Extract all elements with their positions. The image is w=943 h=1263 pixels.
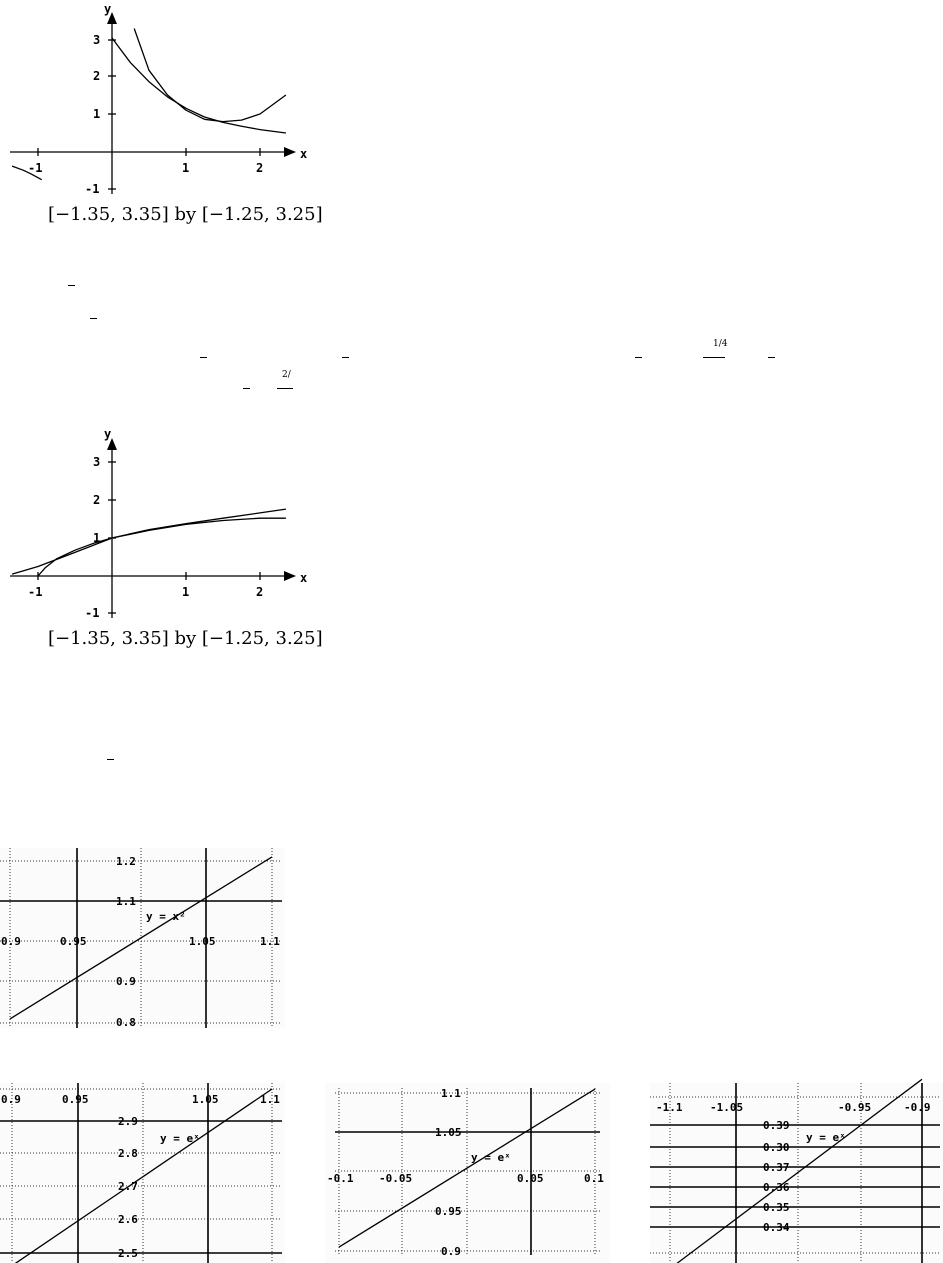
y-tick-label: -1 (85, 606, 100, 620)
graph-2-curves (12, 509, 286, 576)
y-tick-label: 3 (93, 455, 101, 469)
series-line (134, 29, 286, 122)
x-tick-label: 0.95 (60, 935, 87, 948)
y-tick-label: 2.9 (118, 1115, 138, 1128)
series-label: y = eˣ (160, 1132, 200, 1145)
y-tick-label: 2.6 (118, 1213, 138, 1226)
x-tick-label: -0.9 (904, 1101, 931, 1114)
y-tick-label: 3 (93, 33, 101, 47)
graph-2-caption: [−1.35, 3.35] by [−1.25, 3.25] (48, 628, 323, 649)
series-label: y = eˣ (806, 1131, 846, 1144)
graph-1 (0, 0, 320, 232)
series-line (112, 38, 286, 133)
y-tick-label: 1.2 (116, 855, 136, 868)
x-tick-label: 2 (256, 161, 264, 175)
graph-1-axes (10, 12, 296, 194)
x-tick-label: -0.95 (838, 1101, 872, 1114)
x-arrow-icon (284, 147, 296, 157)
x-tick-label: 1.1 (260, 1093, 280, 1106)
x-tick-label: -1.1 (656, 1101, 683, 1114)
formula-mark (68, 285, 75, 286)
x-arrow-icon (284, 571, 296, 581)
x-tick-label: 0.1 (584, 1172, 604, 1185)
calc-graph-a (0, 848, 285, 1028)
fraction-bar (277, 388, 293, 389)
formula-mark (90, 318, 97, 319)
y-tick-label: 0.35 (763, 1201, 790, 1214)
x-axis-label: x (300, 147, 308, 161)
graph-2 (0, 420, 320, 652)
x-tick-label: -1 (28, 585, 43, 599)
y-axis-label: y (104, 2, 112, 16)
calc-graph-c (325, 1083, 610, 1263)
y-tick-label: 2 (93, 69, 101, 83)
x-tick-label: 1.05 (192, 1093, 219, 1106)
y-tick-label: 0.34 (763, 1221, 790, 1234)
y-tick-label: 1.1 (116, 895, 136, 908)
graph-1-curves (12, 29, 286, 180)
series-label: y = eˣ (471, 1151, 511, 1164)
x-tick-label: 0.05 (517, 1172, 544, 1185)
x-tick-label: 1.05 (189, 935, 216, 948)
x-tick-label: 2 (256, 585, 264, 599)
y-axis-label: y (104, 427, 112, 441)
y-tick-label: 1.1 (441, 1087, 461, 1100)
graph-1-caption: [−1.35, 3.35] by [−1.25, 3.25] (48, 204, 323, 225)
formula-mark (200, 357, 207, 358)
x-tick-label: -0.1 (327, 1172, 354, 1185)
y-tick-label: 2.5 (118, 1247, 138, 1260)
y-tick-label: 2 (93, 493, 101, 507)
fraction-numerator: 1/4 (713, 339, 728, 349)
y-tick-label: 1.05 (435, 1126, 462, 1139)
y-tick-label: 0.9 (116, 975, 136, 988)
y-tick-label: 2.8 (118, 1147, 138, 1160)
y-tick-label: -1 (85, 182, 100, 196)
x-tick-label: 0.95 (62, 1093, 89, 1106)
y-tick-label: 0.30 (763, 1141, 790, 1154)
y-tick-label: 0.37 (763, 1161, 790, 1174)
series-label: y = x² (146, 910, 186, 923)
fraction-numerator: 2/ (282, 370, 291, 380)
y-tick-label: 0.39 (763, 1119, 790, 1132)
x-axis-label: x (300, 571, 308, 585)
y-tick-label: 0.95 (435, 1205, 462, 1218)
y-tick-label: 0.8 (116, 1016, 136, 1029)
x-tick-label: -1.05 (710, 1101, 744, 1114)
x-tick-label: -1 (28, 161, 43, 175)
x-tick-label: 1 (182, 585, 190, 599)
y-tick-label: 1 (93, 107, 101, 121)
x-tick-label: 0.9 (1, 1093, 21, 1106)
x-tick-label: 1.1 (260, 935, 280, 948)
fraction-bar (703, 357, 725, 358)
calc-graph-d (650, 1083, 943, 1263)
y-tick-label: 0.36 (763, 1181, 790, 1194)
formula-mark (768, 357, 775, 358)
y-tick-label: 0.9 (441, 1245, 461, 1258)
graph-2-axes (10, 438, 296, 618)
formula-mark (107, 759, 114, 760)
calc-graph-b (0, 1083, 285, 1263)
x-tick-label: -0.05 (379, 1172, 413, 1185)
formula-mark (243, 388, 250, 389)
x-tick-label: 1 (182, 161, 190, 175)
formula-mark (342, 357, 349, 358)
x-tick-label: 0.9 (1, 935, 21, 948)
y-tick-label: 2.7 (118, 1180, 138, 1193)
formula-mark (635, 357, 642, 358)
y-tick-label: 1 (93, 531, 101, 545)
